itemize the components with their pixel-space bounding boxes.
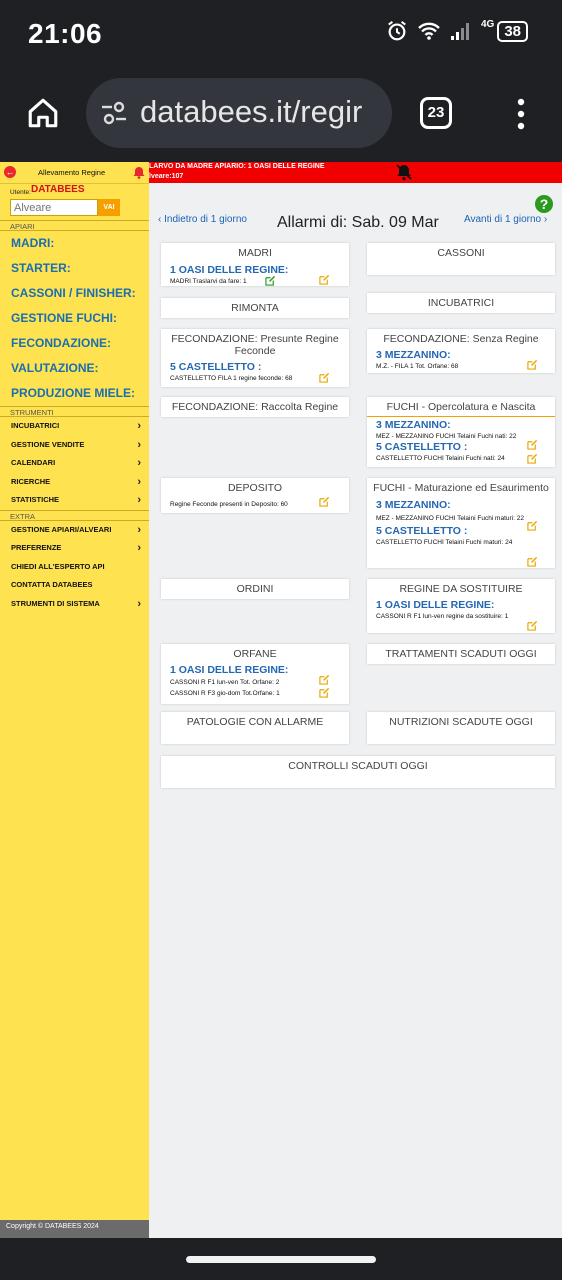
nav-label: CONTATTA DATABEES bbox=[11, 580, 93, 589]
card-fuchi-maturazione bbox=[367, 478, 555, 568]
sidebar-header bbox=[0, 162, 149, 183]
nav-starter[interactable]: STARTER: bbox=[11, 261, 71, 275]
card-title: REGINE DA SOSTITUIRE bbox=[399, 583, 523, 595]
card-fecondazione-raccolta bbox=[161, 397, 349, 417]
nav-label: GESTIONE APIARI/ALVEARI bbox=[11, 524, 112, 534]
card-detail: MADRI Traslarvi da fare: 1 bbox=[170, 278, 247, 285]
card-patologie bbox=[161, 712, 349, 744]
edit-icon[interactable] bbox=[265, 275, 276, 286]
nav-gestione-fuchi[interactable]: GESTIONE FUCHI: bbox=[11, 311, 118, 325]
card-title: CASSONI bbox=[437, 247, 485, 259]
alveare-search-input[interactable] bbox=[10, 199, 98, 216]
card-detail: CASTELLETTO FILA 1 regine feconde: 68 bbox=[170, 375, 293, 382]
nav-gestione-apiari[interactable] bbox=[0, 521, 149, 540]
alert-line-1: LARVO DA MADRE APIARIO: 1 OASI DELLE REGINE bbox=[149, 163, 325, 170]
card-detail: CASSONI R F3 gio-dom Tot.Orfane: 1 bbox=[170, 690, 280, 697]
site-settings-icon[interactable] bbox=[100, 100, 128, 126]
chevron-right-icon: › bbox=[137, 438, 141, 451]
edit-icon[interactable] bbox=[527, 359, 538, 370]
card-detail: Regine Feconde presenti in Deposito: 60 bbox=[170, 501, 288, 508]
edit-icon[interactable] bbox=[527, 439, 538, 450]
edit-icon[interactable] bbox=[527, 556, 538, 567]
back-arrow-icon[interactable]: ← bbox=[5, 167, 15, 177]
nav-madri[interactable]: MADRI: bbox=[11, 236, 55, 250]
chevron-right-icon: › bbox=[137, 457, 141, 469]
page-title: Allarmi di: Sab. 09 Mar bbox=[277, 214, 439, 231]
address-bar[interactable] bbox=[86, 78, 392, 148]
main-content bbox=[149, 183, 562, 1238]
card-apiary[interactable]: 5 CASTELLETTO : bbox=[170, 361, 262, 373]
bell-off-icon[interactable] bbox=[395, 163, 413, 181]
edit-icon[interactable] bbox=[527, 453, 538, 464]
card-title: NUTRIZIONI SCADUTE OGGI bbox=[389, 716, 533, 728]
edit-icon[interactable] bbox=[319, 372, 330, 383]
nav-incubatrici[interactable] bbox=[0, 417, 149, 436]
card-title: FUCHI - Opercolatura e Nascita bbox=[367, 397, 555, 417]
nav-fecondazione[interactable]: FECONDAZIONE: bbox=[11, 336, 111, 350]
card-apiary[interactable]: 3 MEZZANINO: bbox=[376, 499, 451, 511]
card-title: RIMONTA bbox=[231, 302, 279, 314]
card-title: FECONDAZIONE: Raccolta Regine bbox=[171, 401, 339, 413]
card-apiary[interactable]: 3 MEZZANINO: bbox=[376, 419, 451, 431]
card-detail: M.Z. - FILA 1 Tot. Orfane: 68 bbox=[376, 363, 459, 370]
user-name: DATABEES bbox=[30, 184, 85, 195]
card-rimonta bbox=[161, 298, 349, 318]
card-fecondazione-presunte bbox=[161, 329, 349, 387]
nav-chiedi-esperto[interactable] bbox=[0, 558, 149, 577]
wifi-icon bbox=[417, 21, 441, 41]
sidebar-title: Allevamento Regine bbox=[38, 168, 106, 177]
alarm-icon bbox=[386, 20, 408, 42]
next-day-link[interactable]: Avanti di 1 giorno › bbox=[464, 214, 548, 225]
card-cassoni bbox=[367, 243, 555, 275]
next-day-label: Avanti di 1 giorno bbox=[464, 214, 542, 225]
nav-label: CHIEDI ALL'ESPERTO API bbox=[11, 561, 105, 571]
search-go-button[interactable]: VAI bbox=[98, 199, 120, 216]
home-icon[interactable] bbox=[26, 96, 60, 130]
card-incubatrici bbox=[367, 293, 555, 313]
card-orfane bbox=[161, 644, 349, 704]
edit-icon[interactable] bbox=[319, 496, 330, 507]
edit-icon[interactable] bbox=[319, 674, 330, 685]
chevron-right-icon: › bbox=[137, 523, 141, 536]
card-nutrizioni bbox=[367, 712, 555, 744]
chevron-right-icon: › bbox=[137, 542, 141, 554]
search-row bbox=[0, 198, 149, 220]
nav-contatta[interactable] bbox=[0, 576, 149, 595]
alert-strip[interactable] bbox=[149, 162, 562, 183]
nav-label: RICERCHE bbox=[11, 476, 51, 486]
chevron-right-icon: › bbox=[137, 420, 141, 432]
nav-calendari[interactable] bbox=[0, 454, 149, 473]
prev-day-link[interactable]: ‹ Indietro di 1 giorno bbox=[158, 214, 247, 225]
status-icons bbox=[386, 20, 528, 42]
card-title: DEPOSITO bbox=[227, 482, 283, 494]
help-icon[interactable]: ? bbox=[535, 195, 553, 213]
card-trattamenti bbox=[367, 644, 555, 664]
menu-icon[interactable] bbox=[516, 98, 526, 130]
edit-icon[interactable] bbox=[527, 620, 538, 631]
nav-strumenti-sistema[interactable] bbox=[0, 595, 149, 614]
edit-icon[interactable] bbox=[319, 274, 330, 285]
card-apiary[interactable]: 5 CASTELLETTO : bbox=[376, 441, 468, 453]
card-apiary[interactable]: 1 OASI DELLE REGINE: bbox=[376, 599, 495, 611]
prev-day-label: Indietro di 1 giorno bbox=[164, 214, 247, 225]
card-apiary[interactable]: 3 MEZZANINO: bbox=[376, 349, 451, 361]
card-title: PATOLOGIE CON ALLARME bbox=[186, 716, 324, 728]
chevron-right-icon: › bbox=[137, 494, 141, 506]
card-title: FUCHI - Maturazione ed Esaurimento bbox=[373, 482, 549, 494]
browser-toolbar bbox=[0, 70, 562, 162]
copyright: Copyright © DATABEES 2024 bbox=[0, 1220, 149, 1238]
card-apiary[interactable]: 5 CASTELLETTO : bbox=[376, 525, 468, 537]
card-title: ORFANE bbox=[233, 648, 277, 660]
bell-icon[interactable] bbox=[133, 166, 145, 179]
tab-switcher-button[interactable]: 23 bbox=[420, 97, 452, 129]
signal-icon bbox=[450, 21, 472, 41]
nav-gestione-vendite[interactable] bbox=[0, 436, 149, 455]
nav-valutazione[interactable]: VALUTAZIONE: bbox=[11, 361, 99, 375]
card-title: FECONDAZIONE: Presunte Regine Feconde bbox=[171, 333, 339, 357]
card-title: TRATTAMENTI SCADUTI OGGI bbox=[385, 648, 537, 660]
nav-produzione-miele[interactable]: PRODUZIONE MIELE: bbox=[11, 386, 136, 400]
navigation-bar bbox=[0, 1238, 562, 1280]
nav-statistiche[interactable] bbox=[0, 491, 149, 510]
web-page bbox=[0, 162, 562, 1238]
card-fuchi-opercolatura bbox=[367, 397, 555, 467]
card-madri bbox=[161, 243, 349, 286]
card-regine-sostituire bbox=[367, 579, 555, 633]
chevron-right-icon: › bbox=[137, 597, 141, 610]
card-detail: CASSONI R F1 lun-ven Tot. Orfane: 2 bbox=[170, 679, 280, 686]
card-title: FECONDAZIONE: Senza Regine bbox=[383, 333, 539, 345]
battery-icon: 38 bbox=[497, 21, 528, 42]
chevron-right-icon: › bbox=[137, 475, 141, 488]
card-detail: MEZ - MEZZANINO FUCHI Telaini Fuchi nati: 22 bbox=[376, 433, 517, 440]
section-strumenti: STRUMENTI bbox=[0, 406, 149, 417]
card-controlli bbox=[161, 756, 555, 788]
card-deposito bbox=[161, 478, 349, 513]
nav-cassoni-finisher[interactable]: CASSONI / FINISHER: bbox=[11, 286, 136, 300]
card-detail: CASTELLETTO FUCHI Telaini Fuchi maturi: 24 bbox=[376, 539, 513, 546]
user-line bbox=[0, 183, 149, 196]
card-title: ORDINI bbox=[236, 583, 274, 595]
nav-label: CALENDARI bbox=[11, 458, 56, 467]
user-label: Utente: bbox=[10, 189, 31, 196]
sidebar bbox=[0, 162, 149, 1238]
nav-label: GESTIONE VENDITE bbox=[11, 439, 85, 449]
card-title: INCUBATRICI bbox=[427, 297, 495, 309]
section-extra: EXTRA bbox=[0, 510, 149, 521]
card-apiary[interactable]: 1 OASI DELLE REGINE: bbox=[170, 264, 289, 276]
nav-label: INCUBATRICI bbox=[11, 421, 60, 430]
card-title: CONTROLLI SCADUTI OGGI bbox=[288, 760, 428, 772]
nav-ricerche[interactable] bbox=[0, 473, 149, 492]
card-detail: CASSONI R F1 lun-ven regine da sostituire: 1 bbox=[376, 613, 509, 620]
edit-icon[interactable] bbox=[319, 687, 330, 698]
home-gesture-handle[interactable] bbox=[186, 1256, 376, 1263]
clock: 21:06 bbox=[28, 18, 103, 49]
card-detail: CASTELLETTO FUCHI Telaini Fuchi nati: 24 bbox=[376, 455, 505, 462]
card-detail: MEZ - MEZZANINO FUCHI Telaini Fuchi maturi: 22 bbox=[376, 515, 524, 522]
nav-preferenze[interactable] bbox=[0, 539, 149, 558]
url-text[interactable]: databees.it/regir bbox=[140, 94, 363, 129]
nav-label: STRUMENTI DI SISTEMA bbox=[11, 598, 100, 608]
section-apiari: APIARI bbox=[0, 220, 149, 231]
alert-line-2: lveare:107 bbox=[149, 173, 184, 180]
status-bar bbox=[0, 0, 562, 70]
nav-label: STATISTICHE bbox=[11, 495, 60, 504]
card-ordini bbox=[161, 579, 349, 599]
network-type: 4G bbox=[480, 18, 495, 30]
nav-label: PREFERENZE bbox=[11, 543, 62, 552]
card-fecondazione-senza bbox=[367, 329, 555, 373]
edit-icon[interactable] bbox=[527, 520, 538, 531]
card-title: MADRI bbox=[238, 247, 272, 259]
card-apiary[interactable]: 1 OASI DELLE REGINE: bbox=[170, 664, 289, 676]
